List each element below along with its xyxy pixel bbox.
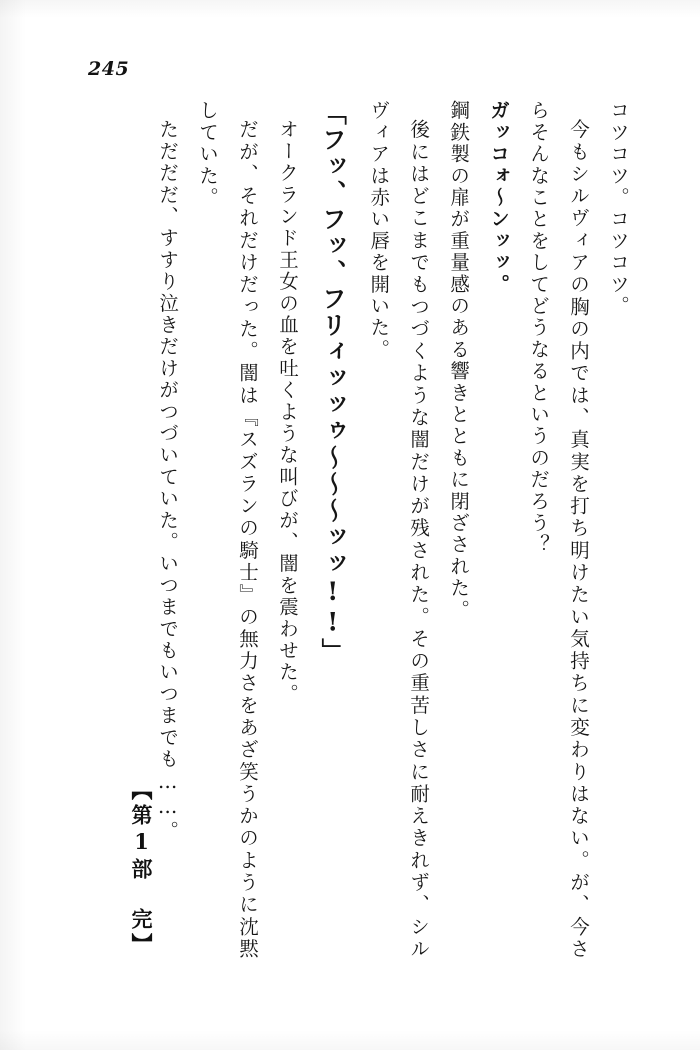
scan-shadow-top <box>0 0 700 18</box>
scan-shadow-bottom <box>0 1030 700 1050</box>
page-number: 245 <box>88 58 130 80</box>
text-line: だが、それだけだった。闇は『スズランの騎士』の無力さをあざ笑うかのように沈黙していた。 <box>196 100 259 960</box>
text-line: 今もシルヴィアの胸の内では、真実を打ち明けたい気持ちに変わりはない。が、今さらそんなことをしてどうなるというのだろう？ <box>527 100 591 960</box>
text-line-shout: 「フッ、フッ、フリィッッゥ～～～ッッ!!」 <box>318 100 348 665</box>
text-line: 後にはどこまでもつづくような闇だけが残された。その重苦しさに耐えきれず、シルヴィアは赤い唇を開いた。 <box>367 100 431 960</box>
text-line: ガッコォ～ンッッ。 <box>487 100 511 296</box>
body-text <box>118 100 638 960</box>
text-line: オークランド王女の血を吐くような叫びが、闇を震わせた。 <box>275 119 299 705</box>
text-line: ただだだ、すすり泣きだけがつづいていた。いつまでもいつまでも……。 <box>156 119 180 843</box>
text-line: コツコツ。コツコツ。 <box>607 100 630 317</box>
text-line: 鋼鉄製の扉が重量感のある響きとともに閉ざされた。 <box>447 100 471 621</box>
part-end-mark: 【第1部 完】 <box>129 779 154 958</box>
scan-shadow-left <box>0 0 26 1050</box>
